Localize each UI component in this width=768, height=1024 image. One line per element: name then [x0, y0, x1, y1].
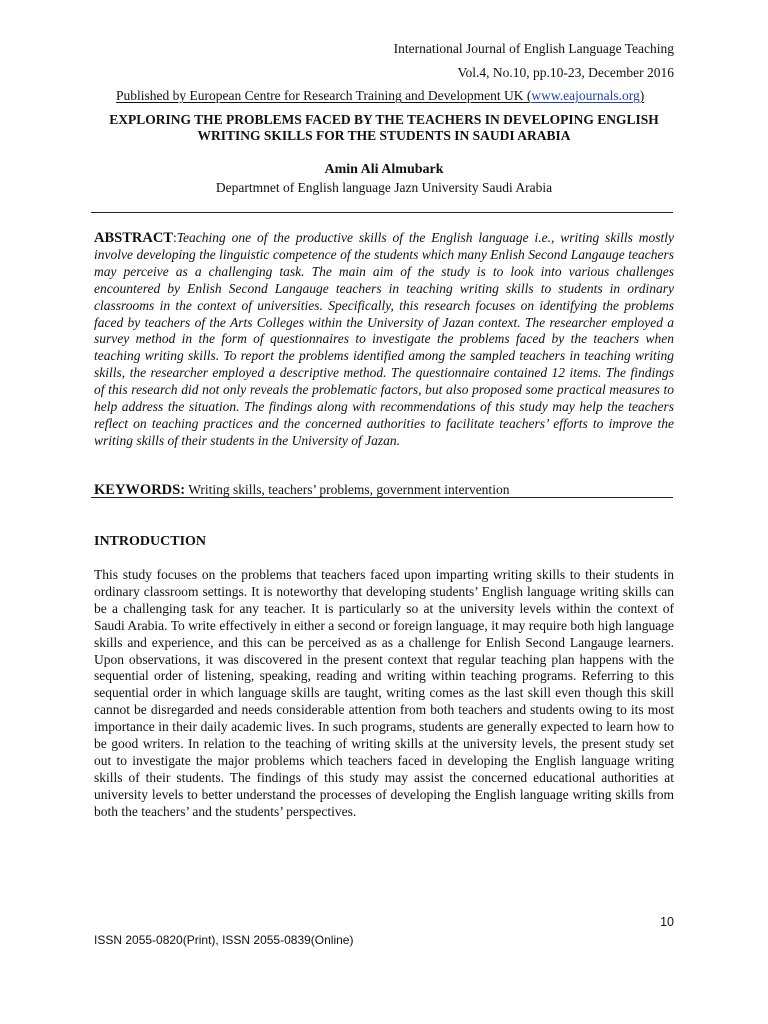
keywords-text: Writing skills, teachers’ problems, government intervention [188, 482, 510, 497]
issn-footer: ISSN 2055-0820(Print), ISSN 2055-0839(Online) [94, 933, 354, 947]
abstract [94, 230, 674, 450]
introduction-paragraph: This study focuses on the problems that teachers faced upon imparting writing skills to their students in ordinary classroom settings. It is noteworthy that developing students’ English language writing skills can be a challenging task for any teacher. It is particularly so at the university levels within the context of Saudi Arabia. To write effectively in either a second or foreign language, it may require both high language skills and experience, and this can be perceived as as a challenge for Enlish Second Langauge learners. Upon observations, it was discovered in the present context that regular teaching plan happens with the sequential order of listening, speaking, reading and writing within teaching programs. Referring to this sequential order in which language skills are taught, writing comes as the last skill even though this skill cannot be disregarded and needs considerable attention from both teachers and students owing to its most importance in their daily academic lives. In such programs, students are generally expected to learn how to be good writers. In relation to the teaching of writing skills at the university levels, the present study set out to investigate the major problems which teachers faced in developing the English language writing skills of their students. The findings of this study may assist the concerned educational authorities at university levels to better understand the processes of developing the English language writing skills from both the teachers’ and the students’ perspectives. [94, 567, 674, 819]
divider-keywords [91, 497, 673, 498]
publisher-line [94, 88, 674, 104]
journal-name: International Journal of English Language Teaching [393, 41, 674, 56]
abstract-label: ABSTRACT [94, 230, 173, 246]
page-number: 10 [660, 915, 674, 929]
publisher-text: Published by European Centre for Research Training and Development UK ( [116, 88, 532, 103]
publisher-close: ) [639, 88, 645, 103]
author-affiliation: Departmnet of English language Jazn University Saudi Arabia [215, 180, 553, 195]
abstract-separator: : [172, 230, 177, 245]
divider-top [91, 212, 673, 213]
keywords [94, 482, 674, 498]
abstract-text: Teaching one of the productive skills of the English language i.e., writing skills mostly involve developing the linguistic competence of the students which many Enlish Second Langauge teachers may perceive as a challenging task. The main aim of the study is to look into various challenges encountered by Enlish Second Langauge teachers in teaching writing skills to students in ordinary classrooms in the context of universities. Specifically, this research focuses on identifying the problems faced by teachers of the Arts Colleges within the University of Jazan context. The researcher employed a survey method in the form of questionnaires to investigate the problems faced by the teachers when teaching writing skills. To report the problems identified among the sampled teachers in teaching writing skills, the researcher employed a descriptive method. The questionnaire contained 12 items. The findings of this research did not only reveals the problematic factors, but also proposed some practical measures to help address the situation. The findings along with recommendations of this study may help the teachers reflect on teaching practices and the concerned authorities to facilitate teachers’ efforts to improve the writing skills of their students in the University of Jazan. [94, 230, 674, 448]
journal-volume: Vol.4, No.10, pp.10-23, December 2016 [457, 65, 674, 80]
author-name: Amin Ali Almubark [324, 162, 444, 177]
article-title: EXPLORING THE PROBLEMS FACED BY THE TEACHERS IN DEVELOPING ENGLISH WRITING SKILLS FOR THE STUDENTS IN SAUDI ARABIA [109, 112, 659, 143]
section-heading-introduction: INTRODUCTION [94, 534, 207, 549]
journal-website-link[interactable]: www.eajournals.org [531, 88, 640, 103]
keywords-label: KEYWORDS: [94, 482, 186, 498]
